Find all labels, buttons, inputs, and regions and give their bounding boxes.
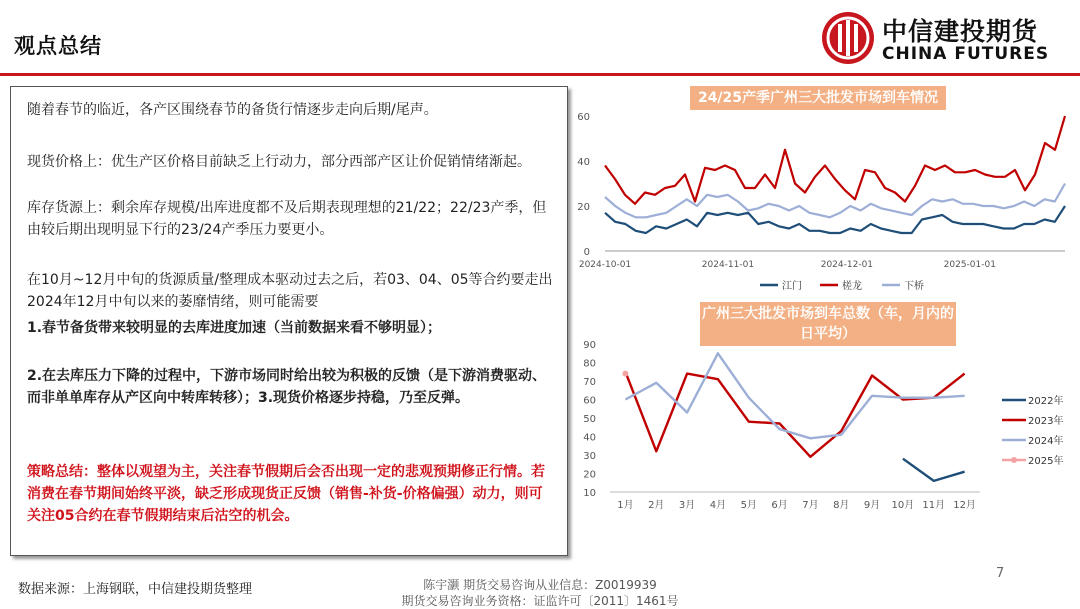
header-divider	[0, 73, 1080, 76]
strategy-body: 整体以观望为主，关注春节假期后会否出现一定的悲观预期修正行情。若消费在春节期间始终平淡，缺乏形成现货正反馈（销售-补货-价格偏强）动力，则可关注05合约在春节假期结束后沽空的机会。	[27, 464, 545, 524]
chart2-x-tick-label: 6月	[771, 500, 788, 511]
chart1-y-tick-label: 40	[577, 157, 590, 168]
chart2-x-tick-label: 12月	[953, 500, 976, 511]
chart2-series-2022年	[903, 459, 965, 481]
chart2-y-tick-label: 10	[583, 488, 596, 499]
summary-paragraph-2: 现货价格上：优生产区价格目前缺乏上行动力，部分西部产区让价促销情绪渐起。	[27, 154, 531, 170]
chart2-y-tick-label: 40	[583, 432, 596, 444]
summary-paragraph-1: 随着春节的临近，各产区围绕春节的备货行情逐步走向后期/尾声。	[27, 102, 438, 118]
chart2-x-tick-label: 8月	[833, 500, 850, 511]
chart1-x-tick-label: 2024-12-01	[820, 260, 874, 270]
chart1-series-江门	[605, 206, 1065, 233]
page-title: 观点总结	[14, 34, 102, 58]
citic-emblem-icon	[820, 10, 876, 66]
logo-chinese-name: 中信建投期货	[882, 17, 1039, 46]
chart2-y-tick-label: 60	[583, 395, 596, 407]
chart1-series-槎龙	[605, 116, 1065, 204]
chart2-x-tick-label: 10月	[891, 500, 915, 511]
summary-text-box	[10, 86, 568, 556]
chart2-x-tick-label: 11月	[922, 500, 946, 511]
chart1-y-tick-label: 60	[577, 112, 590, 123]
chart2-y-tick-label: 80	[583, 358, 596, 370]
chart2-title: 广州三大批发市场到车总数（车，月内的日平均）	[700, 302, 956, 346]
license-info: 期货交易咨询业务资格：证监许可〔2011〕1461号	[401, 594, 679, 608]
chart1-series-下桥	[605, 184, 1065, 218]
chart2-y-tick-label: 50	[583, 414, 596, 425]
chart2-legend-label: 2023年	[1028, 416, 1064, 427]
chart1-legend-label: 下桥	[904, 281, 924, 292]
summary-paragraph-4: 在10月~12月中旬的货源质量/整理成本驱动过去之后，若03、04、05等合约要走出2024年12月中旬以来的萎靡情绪，则可能需要	[27, 272, 553, 310]
strategy-label: 策略总结：	[27, 464, 97, 480]
chart2-y-tick-label: 70	[583, 377, 596, 388]
chart1-y-tick-label: 0	[583, 247, 590, 258]
data-source-note: 数据来源：上海钢联，中信建投期货整理	[18, 582, 253, 597]
summary-point-1: 1.春节备货带来较明显的去库进度加速（当前数据来看不够明显）；	[27, 320, 442, 336]
chart2-legend-label: 2022年	[1028, 396, 1064, 407]
chart2-x-tick-label: 4月	[709, 500, 727, 511]
chart2-legend-label: 2024年	[1028, 436, 1064, 447]
chart2-y-tick-label: 30	[583, 451, 596, 462]
chart1-x-tick-label: 2024-11-01	[701, 260, 755, 270]
chart2-legend-marker	[1011, 457, 1017, 463]
chart2-x-tick-label: 7月	[802, 500, 819, 511]
analyst-info: 陈宇灏 期货交易咨询从业信息：Z0019939	[423, 578, 657, 592]
chart2-x-tick-label: 2月	[648, 500, 665, 511]
chart1-y-tick-label: 20	[577, 202, 590, 213]
summary-point-2-3: 2.在去库压力下降的过程中，下游市场同时给出较为积极的反馈（是下游消费驱动、而非单单库存从产区向中转库转移）；3.现货价格逐步持稳，乃至反弹。	[27, 368, 547, 406]
chart2-y-tick-label: 20	[583, 469, 596, 481]
chart2-legend-label: 2025年	[1028, 456, 1064, 467]
strategy-summary	[27, 461, 555, 527]
chart1-legend-label: 江门	[782, 281, 802, 292]
chart1-arrivals-by-market	[570, 108, 1070, 298]
chart2-series-2024年	[625, 353, 964, 438]
chart1-x-tick-label: 2024-10-01	[578, 260, 632, 270]
logo-english-name: CHINA FUTURES	[882, 44, 1050, 64]
chart2-x-tick-label: 5月	[740, 500, 757, 511]
summary-paragraph-3: 库存货源上：剩余库存规模/出库进度都不及后期表现理想的21/22；22/23产季，但由较后期出现明显下行的23/24产季压力要更小。	[27, 200, 547, 238]
brand-logo	[820, 10, 1070, 70]
chart2-x-tick-label: 1月	[617, 500, 634, 511]
chart1-x-tick-label: 2025-01-01	[943, 260, 996, 270]
chart2-monthly-total-arrivals	[570, 330, 1075, 520]
chart2-x-tick-label: 9月	[863, 500, 881, 511]
chart2-point-2025年	[622, 371, 628, 377]
chart1-title: 24/25产季广州三大批发市场到车情况	[690, 86, 946, 110]
chart1-legend-label: 槎龙	[842, 281, 862, 292]
chart2-y-tick-label: 90	[583, 340, 596, 351]
page-number: 7	[996, 566, 1005, 581]
chart2-series-2023年	[625, 372, 964, 457]
chart2-x-tick-label: 3月	[678, 500, 696, 511]
